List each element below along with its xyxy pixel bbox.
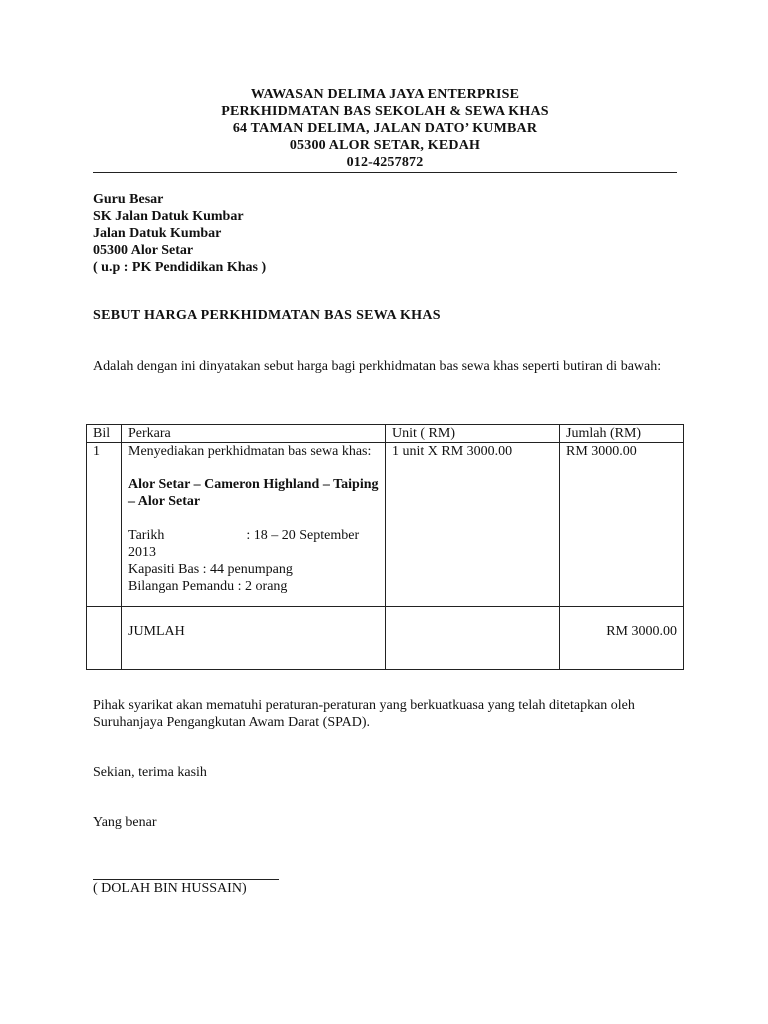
company-address-line-1: 64 TAMAN DELIMA, JALAN DATO’ KUMBAR [232,121,538,136]
recipient-attention: ( u.p : PK Pendidikan Khas ) [93,260,267,275]
recipient-block [93,191,266,276]
recipient-line-4: 05300 Alor Setar [93,243,194,258]
letterhead-divider [93,172,677,173]
item-route: Alor Setar – Cameron Highland – Taiping – Alor Setar [128,477,379,509]
header-perkara: Perkara [122,425,386,443]
item-capacity: Kapasiti Bas : 44 penumpang [128,562,293,577]
header-bil: Bil [87,425,122,443]
item-perkara [122,443,386,607]
company-name: WAWASAN DELIMA JAYA ENTERPRISE [250,87,520,102]
item-bil: 1 [87,443,122,607]
table-header-row [87,425,684,443]
item-date-label: Tarikh [128,528,165,543]
item-unit: 1 unit X RM 3000.00 [386,443,560,607]
signature-line [93,879,279,880]
company-phone: 012-4257872 [346,155,424,170]
intro-paragraph: Adalah dengan ini dinyatakan sebut harga bagi perkhidmatan bas sewa khas seperti butiran di bawah: [93,359,662,374]
item-description: Menyediakan perkhidmatan bas sewa khas: [128,444,372,459]
company-address-line-2: 05300 ALOR SETAR, KEDAH [289,138,481,153]
compliance-paragraph: Pihak syarikat akan mematuhi peraturan-peraturan yang berkuatkuasa yang telah ditetapkan oleh Suruhanjaya Pengangkutan Awam Darat (SPAD). [93,698,635,730]
table-total-row [87,607,684,670]
item-drivers: Bilangan Pemandu : 2 orang [128,579,288,594]
total-unit-empty [386,607,560,670]
letter-subject: SEBUT HARGA PERKHIDMATAN BAS SEWA KHAS [93,308,441,323]
header-jumlah: Jumlah (RM) [560,425,684,443]
header-unit: Unit ( RM) [386,425,560,443]
quotation-table [86,424,684,670]
company-service: PERKHIDMATAN BAS SEKOLAH & SEWA KHAS [221,104,549,119]
item-jumlah: RM 3000.00 [560,443,684,607]
item-date-value: : 18 – 20 September 2013 [128,528,360,560]
total-label: JUMLAH [122,607,386,670]
item-details [128,527,379,595]
item-date [128,527,379,561]
table-row [87,443,684,607]
total-amount: RM 3000.00 [560,607,684,670]
letterhead [93,86,677,171]
closing-line: Sekian, terima kasih [93,765,207,780]
recipient-line-2: SK Jalan Datuk Kumbar [93,209,244,224]
regards-line: Yang benar [93,815,157,830]
total-bil-empty [87,607,122,670]
recipient-line-3: Jalan Datuk Kumbar [93,226,222,241]
recipient-line-1: Guru Besar [93,192,164,207]
signatory-name: ( DOLAH BIN HUSSAIN) [93,881,247,896]
